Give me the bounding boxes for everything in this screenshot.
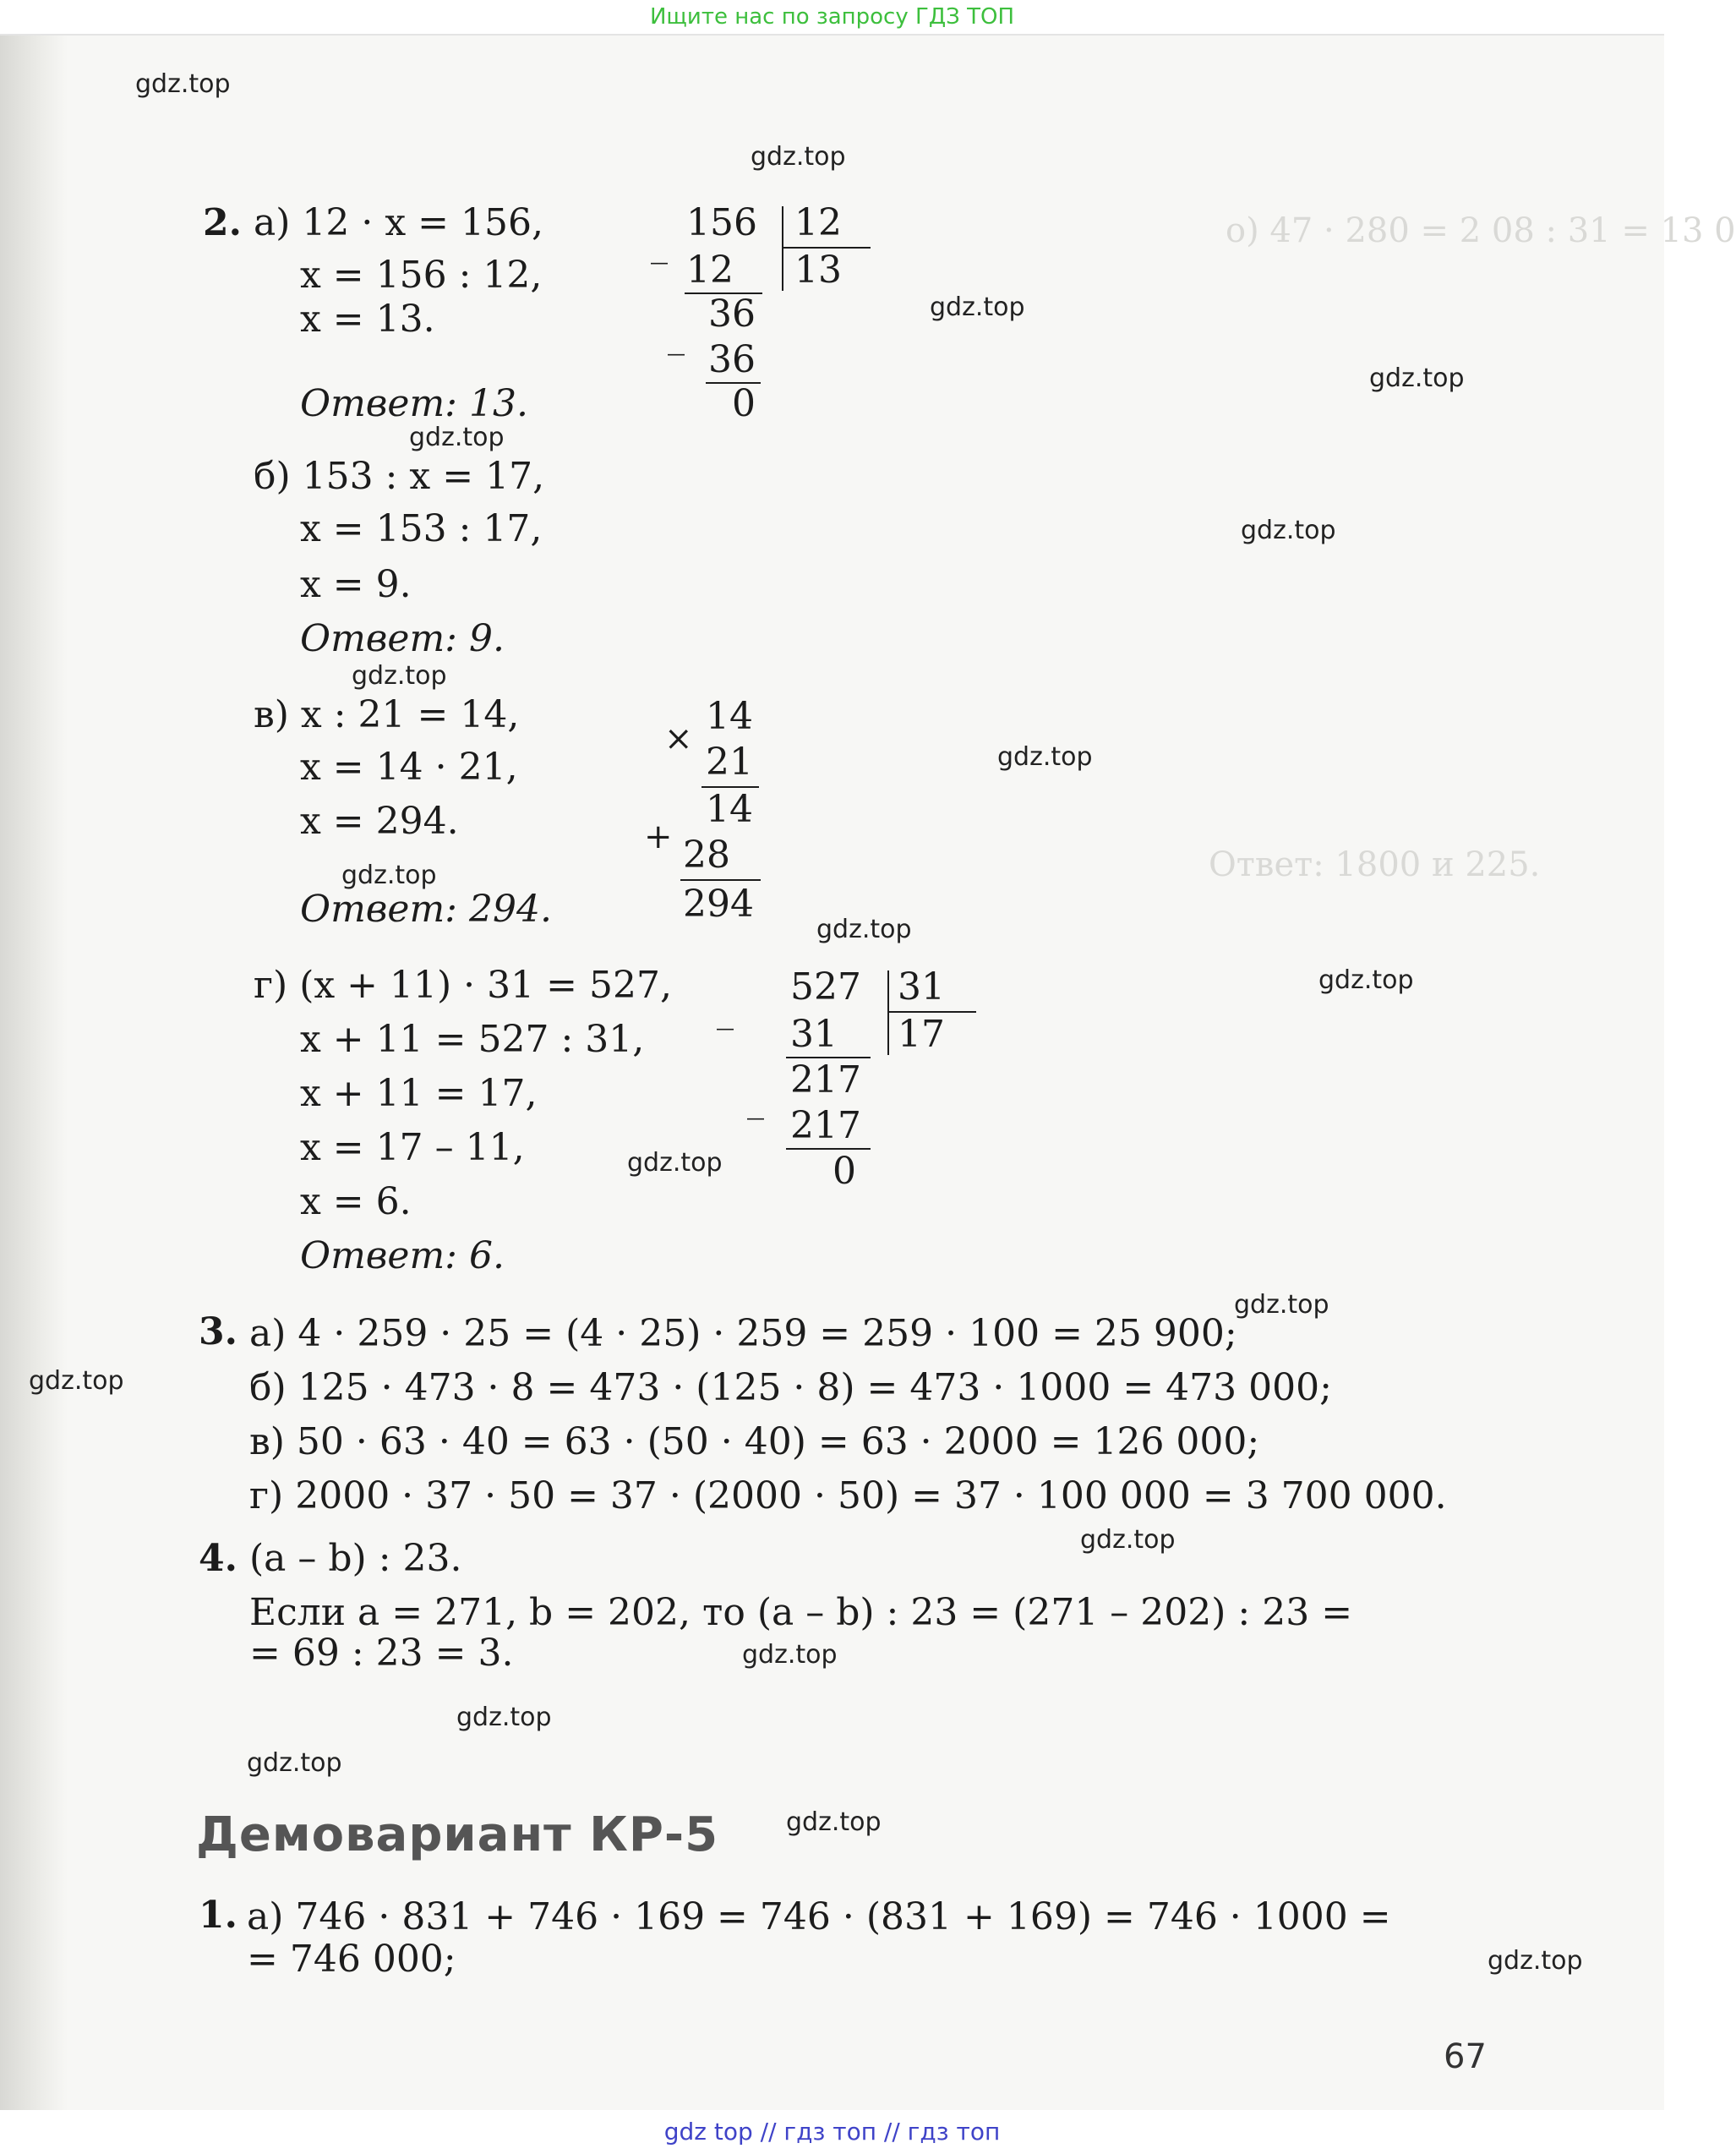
bleed-through-text: o) 47 · 280 = 2 08 : 31 = 13 0 <box>1226 211 1736 250</box>
kr5-task1-line1: а) 746 · 831 + 746 · 169 = 746 · (831 + 169) = 746 · 1000 = <box>247 1895 1391 1938</box>
bleed-through-text: Ответ: 1800 и 225. <box>1209 845 1541 884</box>
watermark: gdz.top <box>247 1748 342 1778</box>
multiplier: 21 <box>706 741 753 784</box>
watermark: gdz.top <box>1369 364 1465 393</box>
task2a-line1: а) 12 · x = 156, <box>254 201 543 244</box>
task3g: г) 2000 · 37 · 50 = 37 · (2000 · 50) = 37 · 100 000 = 3 700 000. <box>249 1474 1447 1517</box>
footer-link-bar[interactable] <box>0 2110 1664 2154</box>
watermark: gdz.top <box>409 423 505 452</box>
task2a-answer: Ответ: 13. <box>300 382 528 425</box>
subtrahend: 12 <box>686 249 734 292</box>
multiplicand: 14 <box>706 695 753 738</box>
watermark: gdz.top <box>1318 965 1414 995</box>
watermark: gdz.top <box>742 1640 838 1670</box>
dividend: 527 <box>790 965 861 1009</box>
task3b: б) 125 · 473 · 8 = 473 · (125 · 8) = 473 · 1000 = 473 000; <box>249 1366 1332 1409</box>
minus-sign: _ <box>747 1081 764 1120</box>
task3a: а) 4 · 259 · 25 = (4 · 25) · 259 = 259 · 100 = 25 900; <box>249 1312 1237 1355</box>
watermark: gdz.top <box>456 1703 552 1732</box>
task2b-line2: x = 153 : 17, <box>300 507 543 550</box>
footer-links[interactable]: gdz top // гдз топ // гдз топ <box>663 2118 1001 2146</box>
subtrahend: 36 <box>708 338 756 381</box>
task2a-line2: x = 156 : 12, <box>300 254 543 297</box>
task2g-line5: x = 6. <box>300 1180 412 1223</box>
minus-sign: _ <box>651 226 668 265</box>
watermark: gdz.top <box>786 1807 882 1837</box>
header-link[interactable]: Ищите нас по запросу ГДЗ ТОП <box>649 4 1015 30</box>
watermark: gdz.top <box>1080 1525 1176 1555</box>
divisor: 12 <box>794 201 842 244</box>
task2v-line1: в) x : 21 = 14, <box>254 693 520 736</box>
subtract-line <box>786 1148 871 1150</box>
task2g-line4: x = 17 – 11, <box>300 1126 525 1169</box>
remainder: 217 <box>790 1058 861 1102</box>
partial-product: 28 <box>683 834 730 877</box>
task2b-line3: x = 9. <box>300 563 412 606</box>
watermark: gdz.top <box>1234 1290 1329 1320</box>
task2-label: 2. <box>203 201 242 244</box>
task3v: в) 50 · 63 · 40 = 63 · (50 · 40) = 63 · 2000 = 126 000; <box>249 1420 1260 1463</box>
product: 294 <box>683 883 754 926</box>
watermark: gdz.top <box>627 1148 723 1178</box>
task4-line3: = 69 : 23 = 3. <box>249 1632 514 1675</box>
task4-line2: Если a = 271, b = 202, то (a – b) : 23 = (271 – 202) : 23 = <box>249 1591 1353 1634</box>
task4-label: 4. <box>199 1537 237 1580</box>
quotient: 17 <box>898 1013 945 1056</box>
task2a-line3: x = 13. <box>300 298 435 341</box>
task2v-answer: Ответ: 294. <box>300 888 552 931</box>
task2v-line3: x = 294. <box>300 800 459 843</box>
watermark: gdz.top <box>816 915 912 944</box>
minus-sign: _ <box>717 992 734 1031</box>
dividend: 156 <box>686 201 757 244</box>
multiply-sign: × <box>664 719 693 758</box>
section-title: Демовариант КР-5 <box>196 1807 719 1862</box>
watermark: gdz.top <box>135 69 231 99</box>
task4-line1: (a – b) : 23. <box>249 1537 462 1580</box>
remainder: 0 <box>833 1150 856 1193</box>
task2b-answer: Ответ: 9. <box>300 617 505 660</box>
page-number: 67 <box>1444 2037 1487 2076</box>
division-bar <box>782 206 783 291</box>
header-link-bar[interactable] <box>0 0 1664 36</box>
task2v-line2: x = 14 · 21, <box>300 746 518 789</box>
divisor: 31 <box>898 965 945 1009</box>
watermark: gdz.top <box>997 742 1093 772</box>
division-bar <box>887 970 889 1055</box>
task2g-line3: x + 11 = 17, <box>300 1072 538 1115</box>
watermark: gdz.top <box>1241 516 1336 545</box>
kr5-task1-label: 1. <box>199 1894 237 1937</box>
product-line <box>680 879 761 881</box>
subtrahend: 217 <box>790 1104 861 1147</box>
subtrahend: 31 <box>790 1013 838 1056</box>
watermark: gdz.top <box>1488 1946 1583 1976</box>
task2g-line2: x + 11 = 527 : 31, <box>300 1018 645 1061</box>
watermark: gdz.top <box>930 292 1025 322</box>
kr5-task1-line2: = 746 000; <box>247 1938 456 1981</box>
page-spine-shadow <box>0 34 68 2122</box>
quotient: 13 <box>794 249 842 292</box>
task2g-answer: Ответ: 6. <box>300 1234 505 1277</box>
task2b-line1: б) 153 : x = 17, <box>254 455 545 498</box>
watermark: gdz.top <box>29 1366 124 1396</box>
remainder: 36 <box>708 292 756 336</box>
task3-label: 3. <box>199 1310 237 1353</box>
remainder: 0 <box>732 382 756 425</box>
watermark: gdz.top <box>341 861 437 890</box>
partial-product: 14 <box>706 788 753 831</box>
watermark: gdz.top <box>352 661 447 691</box>
task2g-line1: г) (x + 11) · 31 = 527, <box>254 964 672 1007</box>
minus-sign: _ <box>668 317 685 356</box>
plus-sign: + <box>644 817 673 856</box>
watermark: gdz.top <box>751 142 846 172</box>
